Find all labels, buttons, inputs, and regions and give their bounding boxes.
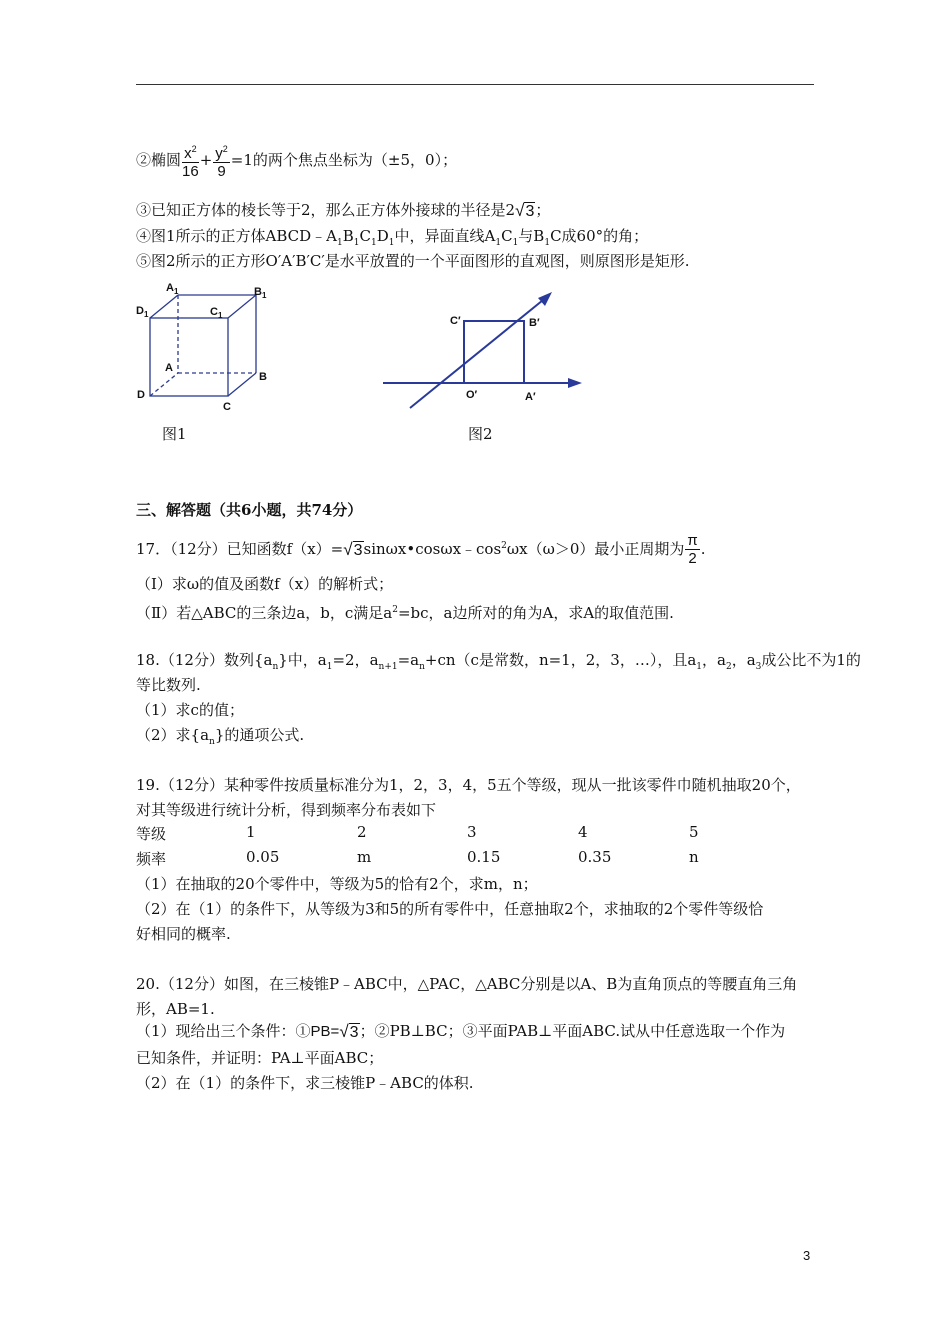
edge-c-b	[228, 373, 256, 396]
label-b-prime: B′	[529, 317, 540, 329]
table-cell: 2	[357, 823, 367, 841]
oblique-axis-arrowhead	[538, 292, 552, 306]
q18-stem-cont: 等比数列.	[136, 676, 201, 694]
label-o-prime: O′	[466, 389, 478, 401]
header-rule	[136, 84, 814, 85]
label-a-prime: A′	[525, 391, 536, 403]
table-cell: m	[357, 848, 372, 866]
q18-part-1: （1）求c的值；	[136, 701, 244, 719]
q19-part-2-cont: 好相同的概率.	[136, 925, 231, 943]
square-oabc	[464, 321, 524, 383]
q17-part-2: （Ⅱ）若△ABC的三条边a，b，c满足$a^2=bc$，a边所对的角为A，求A的取值范围.	[136, 604, 674, 622]
q19-stem-cont: 对其等级进行统计分析，得到频率分布表如下	[136, 801, 437, 819]
label-d: D	[137, 389, 145, 401]
q20-stem: 20.（12分）如图，在三棱锥P﹣ABC中，△PAC，△ABC分别是以A、B为直角顶点的等腰直角三角	[136, 975, 798, 993]
item-4: ④图1所示的正方体$ABCD﹣A_1B_1C_1D_1$中，异面直线$A_1C_1$与$B_1C$成60°的角；	[136, 227, 649, 248]
q17-stem: 17．（12分）已知函数$f(x)=√3\sin\omega x•\cos\omega x﹣\cos^2\omega x(\omega>0)$最小正周期为 $\frac{\pi}{2}$ .	[136, 526, 706, 571]
fraction-y2-9: $\frac{y^2}{9}$	[213, 141, 230, 181]
figure-1-cube	[128, 278, 288, 418]
figure-1-caption: 图1	[162, 425, 187, 443]
cube-front-face	[150, 318, 228, 396]
label-d1: $D_1$	[136, 305, 149, 319]
page-number: 3	[803, 1248, 811, 1263]
q20-part-1: （1）现给出三个条件：①PB=√3；②PB⊥BC；③平面PAB⊥平面ABC.试从中任意选取一个作为	[136, 1020, 785, 1044]
edge-c1-b1	[228, 295, 256, 318]
label-a1: $A_1$	[166, 282, 179, 296]
figure-2-caption: 图2	[468, 425, 493, 443]
item-3: ③已知正方体的棱长等于2，那么正方体外接球的半径是2√3；	[136, 199, 550, 223]
label-b: B	[259, 371, 267, 383]
q20-stem-cont: 形，AB=1.	[136, 1000, 215, 1018]
label-a: A	[165, 362, 173, 374]
x-axis-arrowhead	[568, 378, 582, 388]
label-c: C	[223, 401, 231, 413]
edge-d1-a1	[150, 295, 178, 318]
table-cell: 5	[689, 823, 699, 841]
table-cell: 4	[578, 823, 588, 841]
q20-part-1-cont: 已知条件，并证明：PA⊥平面ABC；	[136, 1049, 384, 1067]
fraction-pi-2: $\frac{\pi}{2}$	[687, 532, 698, 567]
sqrt-3: √3	[339, 1021, 359, 1041]
sqrt-3: √3	[343, 539, 363, 559]
label-b1: $B_1$	[254, 286, 267, 300]
table-header-frequency: 频率	[136, 850, 167, 868]
q19-part-2: （2）在（1）的条件下，从等级为3和5的所有零件中，任意抽取2个，求抽取的2个零件等级恰	[136, 900, 764, 918]
sqrt-3: √3	[515, 200, 535, 220]
q18-stem: 18.（12分）数列$\{a_n\}$中，$a_1=2$，$a_{n+1}=a_n+cn(c$是常数，n=1，2，3，…），且$a_1$，$a_2$，$a_3$成公比不为1的	[136, 651, 861, 672]
table-cell: 3	[467, 823, 477, 841]
q18-part-2: （2）求$\{a_n\}$的通项公式.	[136, 726, 305, 747]
table-cell: 0.35	[578, 848, 612, 866]
label-c1: $C_1$	[210, 306, 223, 320]
fraction-x2-16: $\frac{x^2}{16}$	[182, 141, 199, 181]
table-cell: 1	[246, 823, 256, 841]
figure-2-square	[378, 284, 588, 414]
table-header-grade: 等级	[136, 825, 167, 843]
label-c-prime: C′	[450, 315, 461, 327]
item-2: ②椭圆 $\frac{x^2}{16}$ + $\frac{y^2}{9}$ =1的两个焦点坐标为（±5，0）；	[136, 140, 457, 181]
q20-part-2: （2）在（1）的条件下，求三棱锥P﹣ABC的体积.	[136, 1074, 474, 1092]
q19-part-1: （1）在抽取的20个零件中，等级为5的恰有2个，求m，n；	[136, 875, 538, 893]
edge-d-a-hidden	[150, 373, 178, 396]
q17-part-1: （Ⅰ）求ω的值及函数f（x）的解析式；	[136, 575, 394, 593]
item-5: ⑤图2所示的正方形O′A′B′C′是水平放置的一个平面图形的直观图，则原图形是矩形.	[136, 252, 690, 270]
section-3-title: 三、解答题（共6小题，共74分）	[136, 501, 363, 519]
table-cell: 0.15	[467, 848, 501, 866]
table-cell: n	[689, 848, 699, 866]
q19-stem: 19.（12分）某种零件按质量标准分为1，2，3，4，5五个等级，现从一批该零件巾随机抽取20个，	[136, 776, 801, 794]
table-cell: 0.05	[246, 848, 280, 866]
